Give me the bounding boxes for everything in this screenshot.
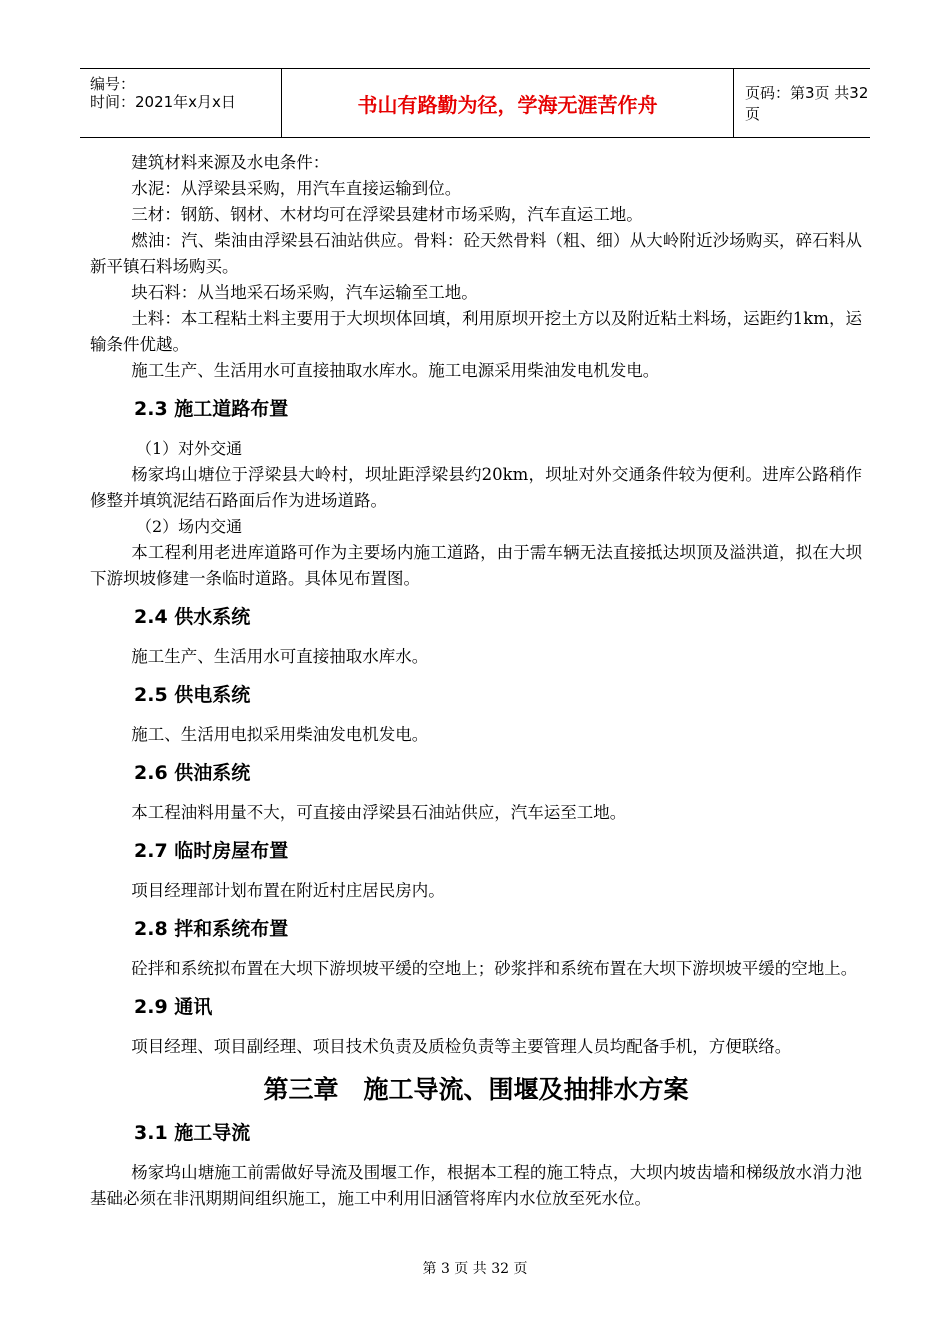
subheading: （2）场内交通 (136, 517, 243, 536)
section-heading-2-5: 2.5 供电系统 (134, 684, 251, 706)
section-heading-2-3: 2.3 施工道路布置 (134, 398, 289, 420)
paragraph: 水泥：从浮梁县采购，用汽车直接运输到位。 (131, 179, 462, 198)
header-meta-cell (80, 69, 281, 137)
chapter-heading: 第三章 施工导流、围堰及抽排水方案 (263, 1075, 689, 1104)
paragraph: 燃油：汽、柴油由浮梁县石油站供应。骨料：砼天然骨料（粗、细）从大岭附近沙场购买，碎石料从新平镇石料场购买。 (90, 231, 862, 276)
section-heading-2-9: 2.9 通讯 (134, 996, 213, 1018)
section-heading-2-4: 2.4 供水系统 (134, 606, 251, 628)
header-page-info: 页码：第3页 共32页 (745, 84, 869, 123)
section-heading-2-7: 2.7 临时房屋布置 (134, 840, 289, 862)
page-header (80, 68, 870, 138)
subheading: （1）对外交通 (136, 439, 243, 458)
paragraph: 杨家坞山塘施工前需做好导流及围堰工作，根据本工程的施工特点，大坝内坡齿墙和梯级放水消力池基础必须在非汛期期间组织施工，施工中利用旧涵管将库内水位放至死水位。 (90, 1163, 862, 1208)
section-heading-2-6: 2.6 供油系统 (134, 762, 251, 784)
paragraph: 项目经理、项目副经理、项目技术负责及质检负责等主要管理人员均配备手机，方便联络。 (131, 1037, 792, 1056)
paragraph: 土料：本工程粘土料主要用于大坝坝体回填，利用原坝开挖土方以及附近粘土料场，运距约1km，运输条件优越。 (90, 309, 862, 354)
paragraph: 杨家坞山塘位于浮梁县大岭村，坝址距浮梁县约20km，坝址对外交通条件较为便利。进库公路稍作修整并填筑泥结石路面后作为进场道路。 (90, 465, 862, 510)
paragraph: 三材：钢筋、钢材、木材均可在浮梁县建材市场采购，汽车直运工地。 (131, 205, 643, 224)
document-date-label: 时间：2021年x月x日 (90, 93, 236, 111)
paragraph: 施工、生活用电拟采用柴油发电机发电。 (131, 725, 429, 744)
document-number-label: 编号： (90, 75, 136, 93)
paragraph: 本工程利用老进库道路可作为主要场内施工道路，由于需车辆无法直接抵达坝顶及溢洪道，拟在大坝下游坝坡修建一条临时道路。具体见布置图。 (90, 543, 862, 588)
section-heading-2-8: 2.8 拌和系统布置 (134, 918, 289, 940)
paragraph: 施工生产、生活用水可直接抽取水库水。施工电源采用柴油发电机发电。 (131, 361, 660, 380)
page-footer: 第 3 页 共 32 页 (422, 1261, 528, 1277)
paragraph: 本工程油料用量不大，可直接由浮梁县石油站供应，汽车运至工地。 (131, 803, 627, 822)
paragraph: 建筑材料来源及水电条件： (131, 153, 330, 172)
paragraph: 项目经理部计划布置在附近村庄居民房内。 (131, 881, 445, 900)
paragraph: 块石料：从当地采石场采购，汽车运输至工地。 (131, 283, 478, 302)
paragraph: 施工生产、生活用水可直接抽取水库水。 (131, 647, 429, 666)
section-heading-3-1: 3.1 施工导流 (134, 1122, 251, 1144)
paragraph: 砼拌和系统拟布置在大坝下游坝坡平缓的空地上；砂浆拌和系统布置在大坝下游坝坡平缓的空地上。 (131, 959, 858, 978)
document-body (90, 150, 862, 1212)
header-motto: 书山有路勤为径，学海无涯苦作舟 (281, 69, 734, 137)
